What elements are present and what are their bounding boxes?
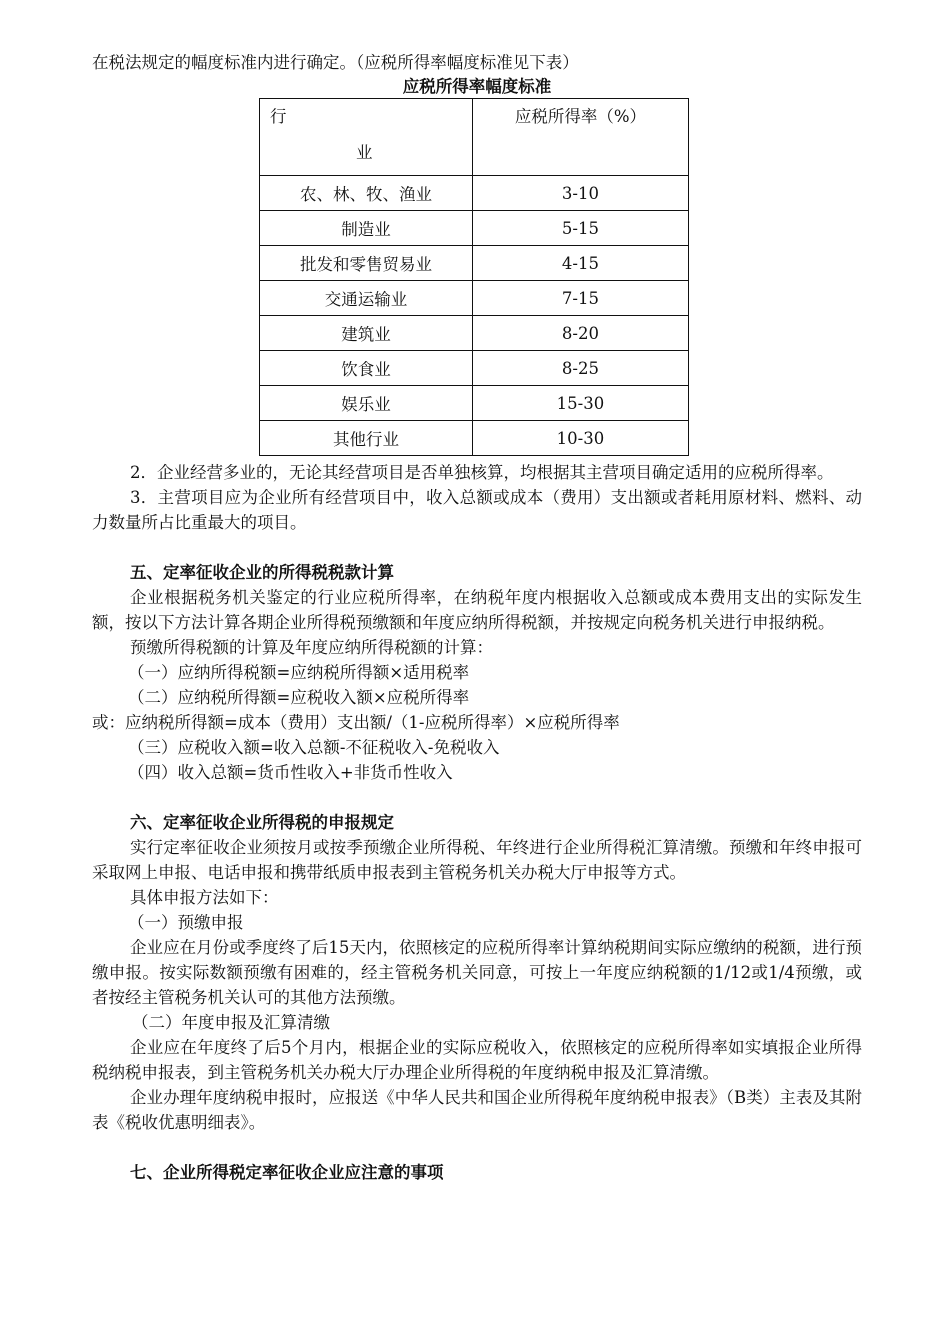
industry-cell: 交通运输业 <box>260 281 473 316</box>
rate-cell: 8-25 <box>472 351 688 386</box>
subsection-annual-text-2: 企业办理年度纳税申报时，应报送《中华人民共和国企业所得税年度纳税申报表》（B类）主表及其附表《税收优惠明细表》。 <box>92 1088 862 1132</box>
industry-cell: 农、林、牧、渔业 <box>260 176 473 211</box>
formula-2: （二）应纳税所得额=应税收入额×应税所得率 <box>128 688 470 707</box>
formula-3: （三）应税收入额=收入总额-不征税收入-免税收入 <box>128 738 500 757</box>
table-row <box>260 211 689 246</box>
industry-cell: 饮食业 <box>260 351 473 386</box>
section-6-paragraph: 实行定率征收企业须按月或按季预缴企业所得税、年终进行企业所得税汇算清缴。预缴和年终申报可采取网上申报、电话申报和携带纸质申报表到主管税务机关办税大厅申报等方式。 <box>92 838 862 882</box>
rate-cell: 7-15 <box>472 281 688 316</box>
subsection-prepay-title: （一）预缴申报 <box>128 913 244 932</box>
industry-cell: 娱乐业 <box>260 386 473 421</box>
table-row <box>260 246 689 281</box>
formula-2-alt: 或：应纳税所得额=成本（费用）支出额/（1-应税所得率）×应税所得率 <box>92 713 620 732</box>
header-industry-1: 行 <box>270 107 287 126</box>
industry-cell: 建筑业 <box>260 316 473 351</box>
paragraph-2: 2．企业经营多业的，无论其经营项目是否单独核算，均根据其主营项目确定适用的应税所得率。 <box>130 463 834 482</box>
section-5-title: 五、定率征收企业的所得税税款计算 <box>130 563 394 582</box>
rate-cell: 4-15 <box>472 246 688 281</box>
document-page <box>92 50 862 1185</box>
paragraph-3: 3．主营项目应为企业所有经营项目中，收入总额或成本（费用）支出额或者耗用原材料、燃料、动力数量所占比重最大的项目。 <box>92 488 862 532</box>
table-row <box>260 386 689 421</box>
subsection-annual-title: （二）年度申报及汇算清缴 <box>132 1013 330 1032</box>
subsection-prepay-text: 企业应在月份或季度终了后15天内，依照核定的应税所得率计算纳税期间实际应缴纳的税额，进行预缴申报。按实际数额预缴有困难的，经主管税务机关同意，可按上一年度应纳税额的1/12或1/4预缴，或者按经主管税务机关认可的其他方法预缴。 <box>92 938 862 1007</box>
header-industry <box>260 99 473 176</box>
rate-cell: 10-30 <box>472 421 688 456</box>
rate-table <box>259 98 689 456</box>
header-rate: 应税所得率（%） <box>472 99 688 176</box>
table-row <box>260 421 689 456</box>
table-row <box>260 351 689 386</box>
rate-cell: 8-20 <box>472 316 688 351</box>
intro-text: 在税法规定的幅度标准内进行确定。（应税所得率幅度标准见下表） <box>92 53 579 72</box>
industry-cell: 其他行业 <box>260 421 473 456</box>
table-header-row <box>260 99 689 176</box>
industry-cell: 制造业 <box>260 211 473 246</box>
industry-cell: 批发和零售贸易业 <box>260 246 473 281</box>
rate-cell: 15-30 <box>472 386 688 421</box>
formula-1: （一）应纳所得税额=应纳税所得额×适用税率 <box>128 663 470 682</box>
section-6-title: 六、定率征收企业所得税的申报规定 <box>130 813 394 832</box>
table-row <box>260 176 689 211</box>
section-7-title: 七、企业所得税定率征收企业应注意的事项 <box>130 1163 444 1182</box>
table-row <box>260 281 689 316</box>
subsection-annual-text: 企业应在年度终了后5个月内，根据企业的实际应税收入，依照核定的应税所得率如实填报企业所得税纳税申报表，到主管税务机关办税大厅办理企业所得税的年度纳税申报及汇算清缴。 <box>92 1038 862 1082</box>
table-row <box>260 316 689 351</box>
table-title: 应税所得率幅度标准 <box>402 77 552 96</box>
section-5-paragraph: 企业根据税务机关鉴定的行业应税所得率，在纳税年度内根据收入总额或成本费用支出的实际发生额，按以下方法计算各期企业所得税预缴额和年度应纳所得税额，并按规定向税务机关进行申报纳税。 <box>92 588 862 632</box>
section-6-intro: 具体申报方法如下： <box>130 888 279 907</box>
header-industry-2: 业 <box>356 143 373 162</box>
rate-cell: 5-15 <box>472 211 688 246</box>
formula-4: （四）收入总额=货币性收入+非货币性收入 <box>128 763 453 782</box>
rate-cell: 3-10 <box>472 176 688 211</box>
section-5-intro: 预缴所得税额的计算及年度应纳所得税额的计算： <box>130 638 493 657</box>
